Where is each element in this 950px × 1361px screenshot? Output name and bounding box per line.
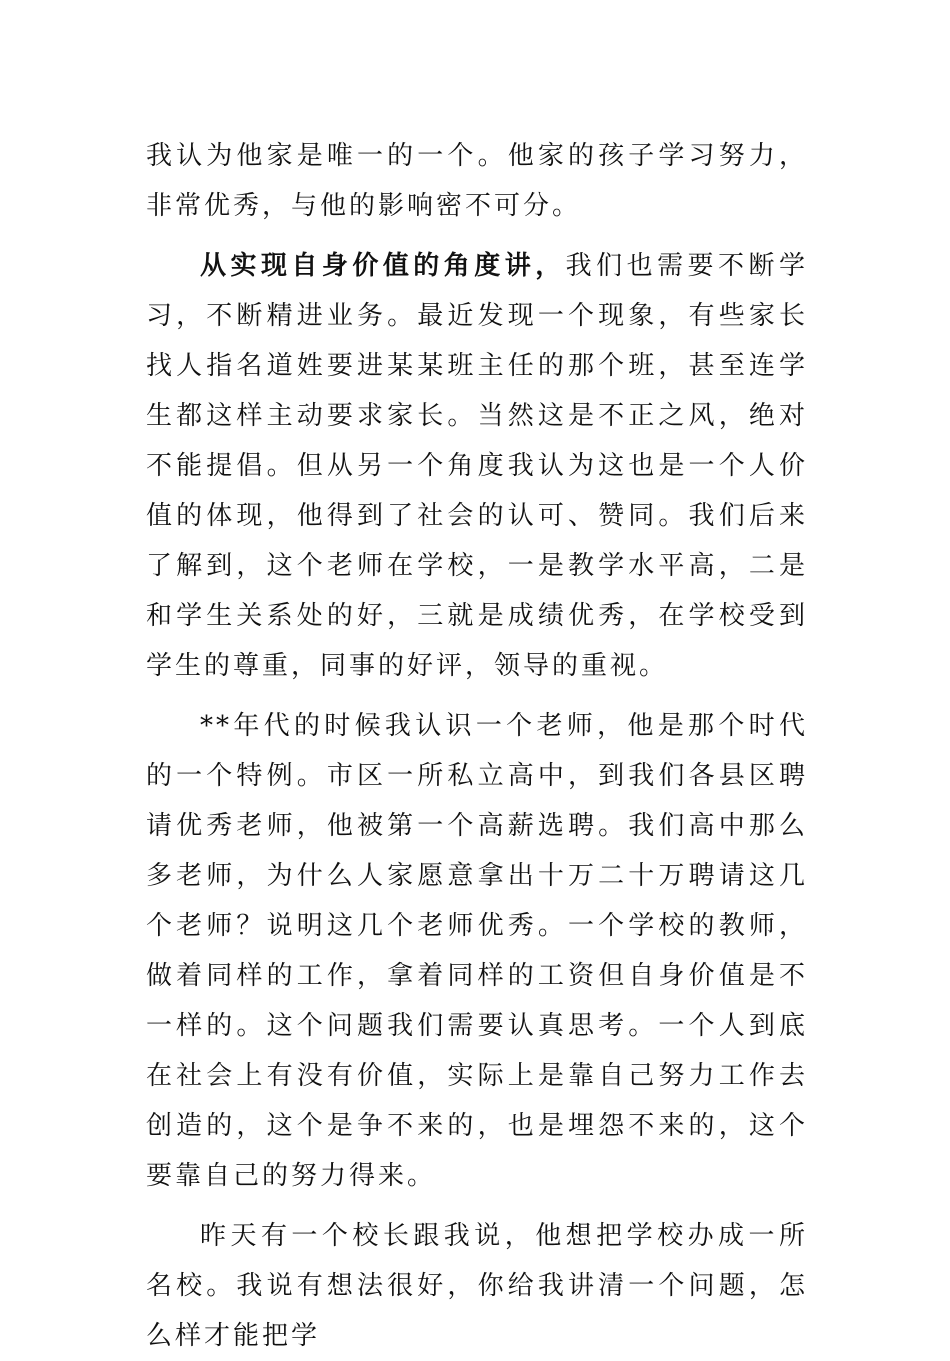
paragraph-1-text: 我认为他家是唯一的一个。他家的孩子学习努力，非常优秀，与他的影响密不可分。: [146, 141, 808, 221]
paragraph-1: [146, 131, 808, 231]
paragraph-2-lead: 从实现自身价值的角度讲，: [200, 251, 566, 281]
paragraph-3: [146, 701, 808, 1201]
document-body: [146, 131, 808, 1361]
paragraph-2-text: 我们也需要不断学习，不断精进业务。最近发现一个现象，有些家长找人指名道姓要进某某班主任的那个班，甚至连学生都这样主动要求家长。当然这是不正之风，绝对不能提倡。但从另一个角度我认为这也是一个人价值的体现，他得到了社会的认可、赞同。我们后来了解到，这个老师在学校，一是教学水平高，二是和学生关系处的好，三就是成绩优秀，在学校受到学生的尊重，同事的好评，领导的重视。: [146, 251, 808, 681]
paragraph-3-text: **年代的时候我认识一个老师，他是那个时代的一个特例。市区一所私立高中，到我们各县区聘请优秀老师，他被第一个高薪选聘。我们高中那么多老师，为什么人家愿意拿出十万二十万聘请这几个老师？说明这几个老师优秀。一个学校的教师，做着同样的工作，拿着同样的工资但自身价值是不一样的。这个问题我们需要认真思考。一个人到底在社会上有没有价值，实际上是靠自己努力工作去创造的，这个是争不来的，也是埋怨不来的，这个要靠自己的努力得来。: [146, 711, 808, 1191]
paragraph-4: [146, 1211, 808, 1361]
paragraph-2: [146, 241, 808, 691]
paragraph-4-text: 昨天有一个校长跟我说，他想把学校办成一所名校。我说有想法很好，你给我讲清一个问题，怎么样才能把学: [146, 1221, 808, 1351]
